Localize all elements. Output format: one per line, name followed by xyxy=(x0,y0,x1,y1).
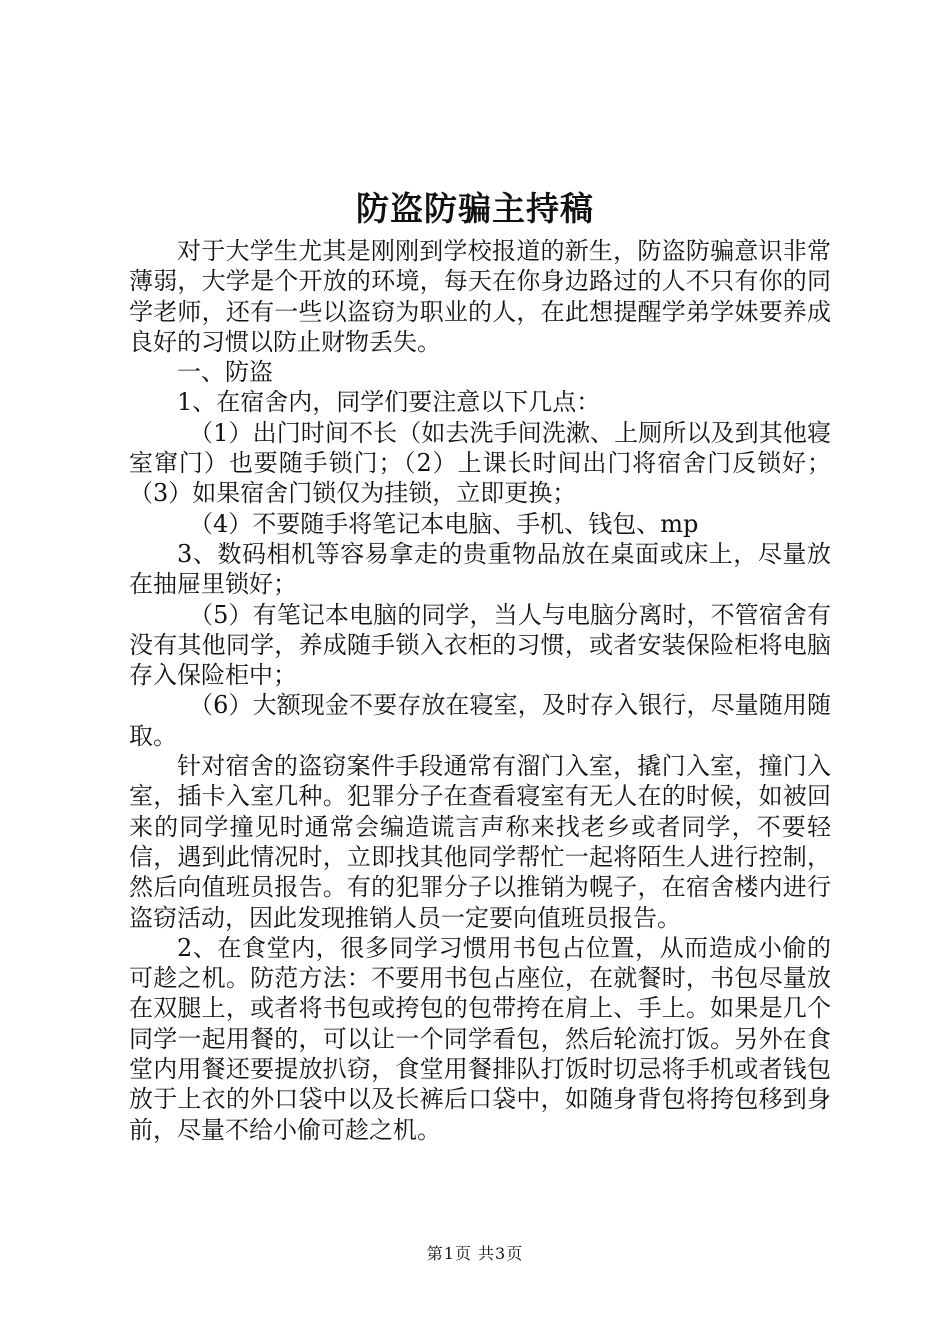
document-body xyxy=(129,236,831,1145)
dormitory-tip-4-continued: 3、数码相机等容易拿走的贵重物品放在桌面或床上，尽量放在抽屉里锁好； xyxy=(129,539,831,599)
intro-paragraph: 对于大学生尤其是刚刚到学校报道的新生，防盗防骗意识非常薄弱，大学是个开放的环境，每天在你身边路过的人不只有你的同学老师，还有一些以盗窃为职业的人，在此想提醒学弟学妹要养成良好的习惯以防止财物丢失。 xyxy=(129,237,831,356)
canteen-paragraph: 2、在食堂内，很多同学习惯用书包占位置，从而造成小偷的可趁之机。防范方法：不要用书包占座位，在就餐时，书包尽量放在双腿上，或者将书包或挎包的包带挎在肩上、手上。如果是几个同学一起用餐的，可以让一个同学看包，然后轮流打饭。另外在食堂内用餐还要提放扒窃，食堂用餐排队打饭时切忌将手机或者钱包放于上衣的外口袋中以及长裤后口袋中，如随身背包将挎包移到身前，尽量不给小偷可趁之机。 xyxy=(129,933,831,1144)
dormitory-heading: 1、在宿舍内，同学们要注意以下几点： xyxy=(177,388,601,417)
dormitory-tip-4: （4）不要随手将笔记本电脑、手机、钱包、mp xyxy=(189,509,699,538)
dormitory-tip-6: （6）大额现金不要存放在寝室，及时存入银行，尽量随用随取。 xyxy=(129,691,831,750)
section-heading-anti-theft: 一、防盗 xyxy=(177,358,273,387)
dormitory-theft-methods-paragraph: 针对宿舍的盗窃案件手段通常有溜门入室，撬门入室，撞门入室，插卡入室几种。犯罪分子在查看寝室有无人在的时候，如被回来的同学撞见时通常会编造谎言声称来找老乡或者同学，不要轻信，遇到此情况时，立即找其他同学帮忙一起将陌生人进行控制，然后向值班员报告。有的犯罪分子以推销为幌子，在宿舍楼内进行盗窃活动，因此发现推销人员一定要向值班员报告。 xyxy=(129,752,831,932)
document-title: 防盗防骗主持稿 xyxy=(356,189,594,228)
page-number-footer: 第1页 共3页 xyxy=(426,1244,524,1263)
dormitory-tip-5: （5）有笔记本电脑的同学，当人与电脑分离时，不管宿舍有没有其他同学，养成随手锁入衣柜的习惯，或者安装保险柜将电脑存入保险柜中； xyxy=(129,600,831,690)
dormitory-tips-1-3: （1）出门时间不长（如去洗手间洗漱、上厕所以及到其他寝室窜门）也要随手锁门；（2）上课长时间出门将宿舍门反锁好；（3）如果宿舍门锁仅为挂锁，立即更换； xyxy=(129,418,831,508)
